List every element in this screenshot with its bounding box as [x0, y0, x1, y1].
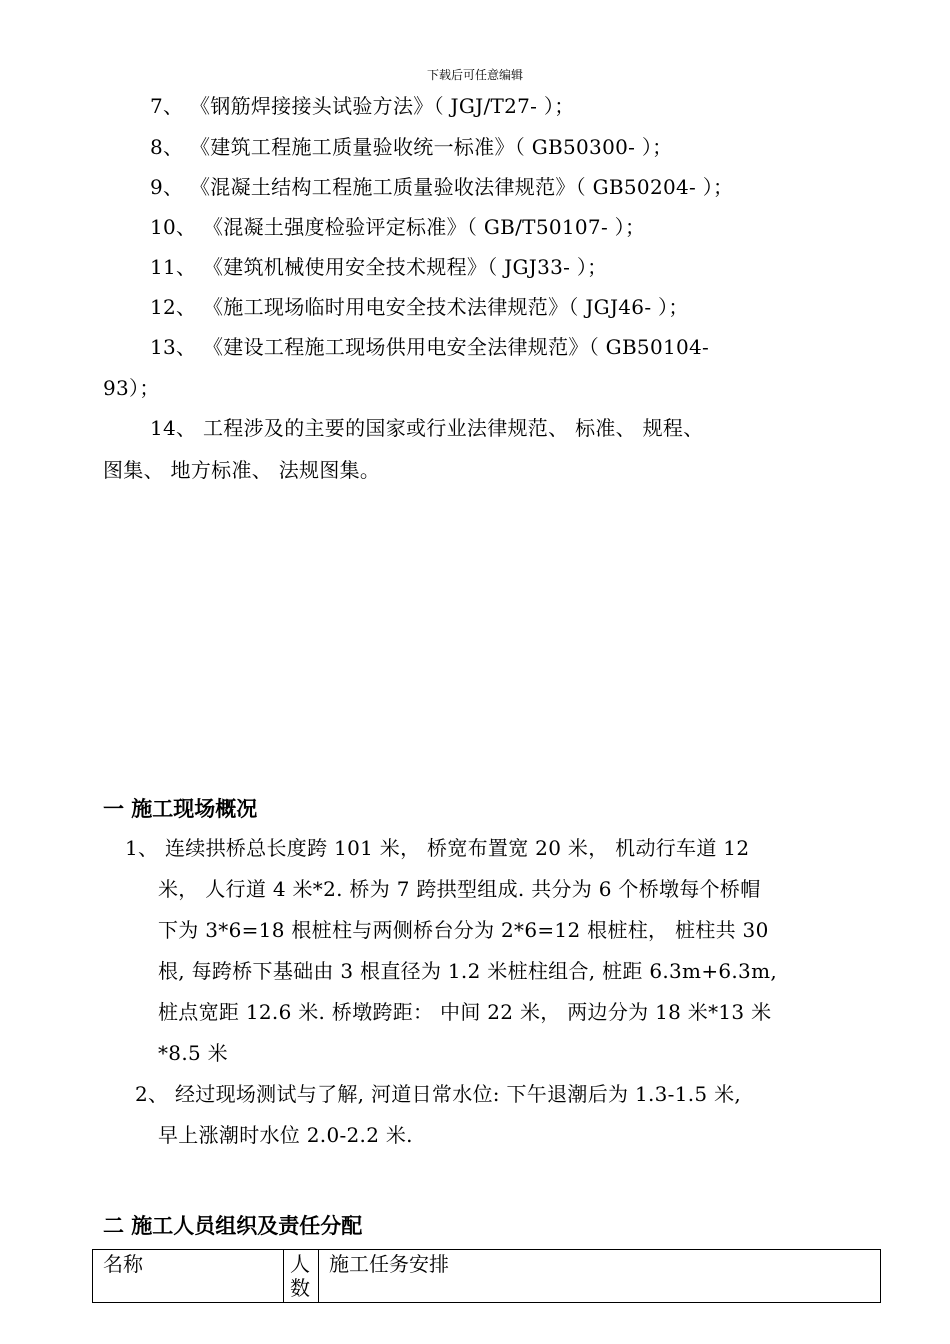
standard-item-8: 8、 《建筑工程施工质量验收统一标准》（ GB50300- ）；	[150, 135, 673, 159]
table-header-task: 施工任务安排	[319, 1250, 881, 1303]
page-header: 下载后可任意编辑	[426, 68, 523, 82]
table-header-row	[93, 1250, 881, 1303]
standard-item-11: 11、 《建筑机械使用安全技术规程》（ JGJ33- ）；	[150, 255, 608, 279]
overview-paragraph-line: 米， 人行道 4 米*2. 桥为 7 跨拱型组成. 共分为 6 个桥墩每个桥帽	[158, 877, 761, 901]
overview-paragraph-line: 桩点宽距 12.6 米. 桥墩跨距： 中间 22 米， 两边分为 18 米*13 米	[158, 1000, 772, 1024]
table-header-name: 名称	[93, 1250, 284, 1303]
overview-paragraph-line: 1、 连续拱桥总长度跨 101 米， 桥宽布置宽 20 米， 机动行车道 12	[125, 836, 750, 860]
standard-item-14: 14、 工程涉及的主要的国家或行业法律规范、 标准、 规程、	[150, 416, 704, 440]
overview-paragraph-line: 早上涨潮时水位 2.0-2.2 米.	[158, 1123, 413, 1147]
table-header-count: 人数	[284, 1250, 319, 1303]
staff-task-table	[92, 1249, 881, 1303]
section-heading-staff-organization: 二 施工人员组织及责任分配	[103, 1214, 363, 1238]
overview-paragraph-line: 下为 3*6=18 根桩柱与两侧桥台分为 2*6=12 根桩柱， 桩柱共 30	[158, 918, 769, 942]
overview-paragraph-line: 根, 每跨桥下基础由 3 根直径为 1.2 米桩柱组合, 桩距 6.3m+6.3m,	[158, 959, 778, 983]
standard-item-13: 13、 《建设工程施工现场供用电安全法律规范》（ GB50104-	[150, 335, 710, 359]
overview-paragraph-line: 2、 经过现场测试与了解, 河道日常水位: 下午退潮后为 1.3-1.5 米,	[135, 1082, 742, 1106]
standard-item-12: 12、 《施工现场临时用电安全技术法律规范》（ JGJ46- ）；	[150, 295, 689, 319]
standard-item-10: 10、 《混凝土强度检验评定标准》（ GB/T50107- ）；	[150, 215, 646, 239]
standard-item-7: 7、 《钢筋焊接接头试验方法》（ JGJ/T27- ）；	[150, 94, 575, 118]
standard-item-13-cont: 93）；	[103, 376, 160, 400]
standard-item-14-cont: 图集、 地方标准、 法规图集。	[103, 458, 381, 482]
standard-item-9: 9、 《混凝土结构工程施工质量验收法律规范》（ GB50204- ）；	[150, 175, 734, 199]
section-heading-site-overview: 一 施工现场概况	[103, 797, 258, 821]
overview-paragraph-line: *8.5 米	[158, 1041, 228, 1065]
